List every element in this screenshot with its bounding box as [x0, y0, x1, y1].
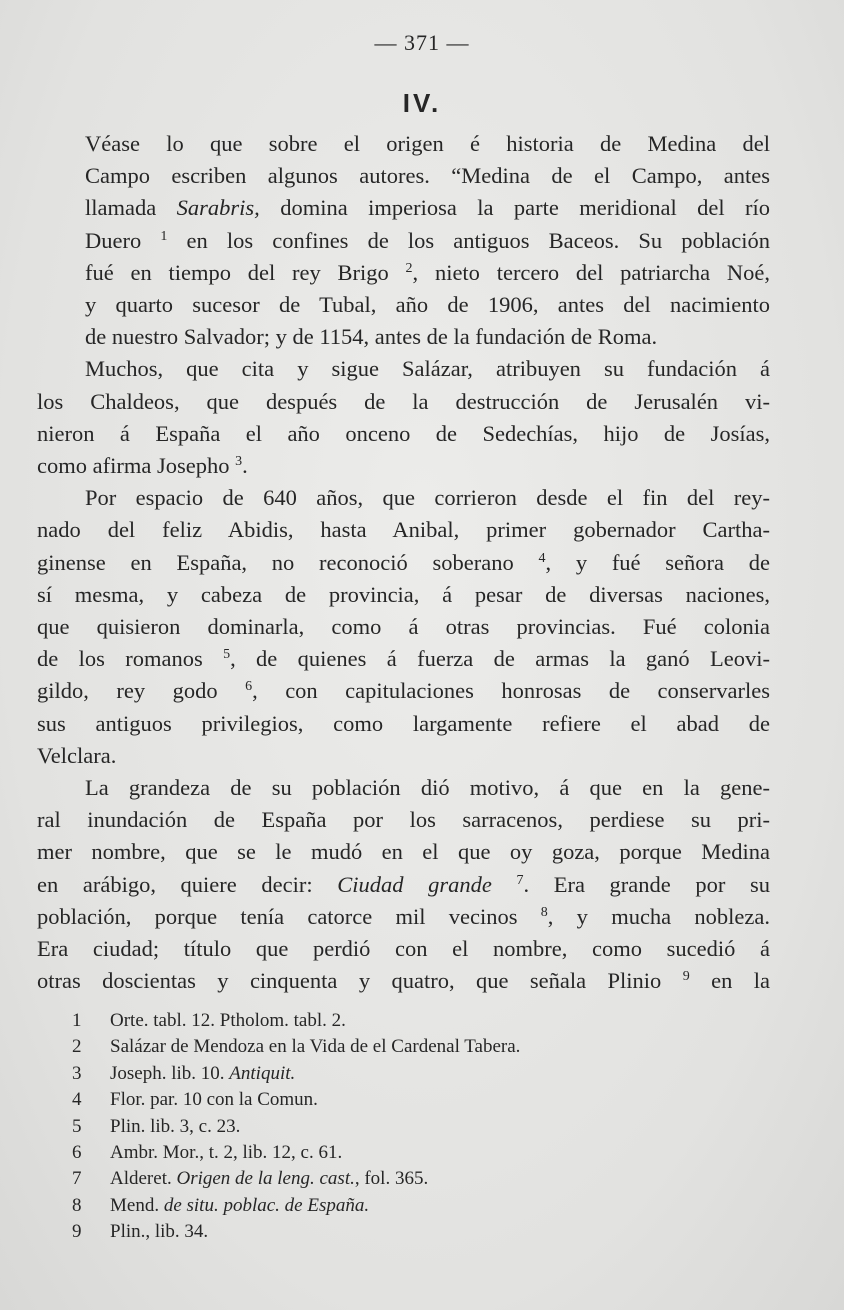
footnote-ref: 2	[405, 260, 413, 276]
footnote-item: 5 Plin. lib. 3, c. 23.	[72, 1115, 241, 1137]
text-line: en arábigo, quiere decir: Ciudad grande $^7$. Era grande por su	[37, 871, 771, 897]
text-line: que quisieron dominarla, como á otras provincias. Fué colonia	[37, 614, 770, 640]
footnote-item: 1 Orte. tabl. 12. Ptholom. tabl. 2.	[72, 1010, 346, 1031]
section-heading: IV.	[402, 88, 442, 118]
text-line: Duero $^1$ en los confines de los antiguos Baceos. Su población	[85, 227, 770, 253]
text-line: otras doscientas y cinquenta y quatro, que señala Plinio $^9$ en la	[37, 968, 770, 994]
text-line: como afirma Josepho $^3$.	[37, 453, 248, 479]
footnote-ref: 5	[223, 647, 231, 663]
paragraph-2	[37, 353, 770, 482]
footnote-ref: 8	[540, 904, 548, 920]
text-line: mer nombre, que se le mudó en el que oy goza, porque Medina	[37, 839, 770, 865]
text-line: gildo, rey godo $^6$, con capitulaciones honrosas de conservarles	[37, 678, 770, 704]
text-line: llamada Sarabris, domina imperiosa la parte meridional del río	[85, 195, 770, 221]
paragraph-4	[37, 772, 770, 997]
footnote-ref: 9	[682, 969, 690, 985]
text-line: y quarto sucesor de Tubal, año de 1906, antes del nacimiento	[85, 292, 770, 318]
footnote-ref: 6	[245, 679, 253, 695]
paragraph-3	[37, 482, 770, 772]
paragraph-1	[37, 128, 770, 353]
text-line: Véase lo que sobre el origen é historia de Medina del	[85, 131, 770, 156]
text-line: Era ciudad; título que perdió con el nombre, como sucedió á	[37, 936, 770, 962]
page-number: — 371 —	[374, 30, 470, 55]
footnote-item: 6 Ambr. Mor., t. 2, lib. 12, c. 61.	[72, 1142, 343, 1164]
footnote-item: 3 Joseph. lib. 10. Antiquit.	[72, 1062, 296, 1084]
text-line: Muchos, que cita y sigue Salázar, atribuyen su fundación á	[85, 356, 770, 382]
footnote-item: 4 Flor. par. 10 con la Comun.	[72, 1089, 318, 1111]
text-line: Por espacio de 640 años, que corrieron desde el fin del rey-	[85, 485, 770, 511]
footnote-ref: 3	[235, 454, 243, 470]
text-line: de nuestro Salvador; y de 1154, antes de la fundación de Roma.	[85, 324, 658, 350]
text-line: sus antiguos privilegios, como largamente refiere el abad de	[37, 710, 770, 736]
text-line: nado del feliz Abidis, hasta Anibal, primer gobernador Cartha-	[37, 517, 770, 543]
footnote-item: 7 Alderet. Origen de la leng. cast., fol. 365.	[72, 1168, 429, 1190]
footnote-item: 9 Plin., lib. 34.	[72, 1221, 209, 1243]
footnote-ref: 1	[160, 228, 168, 244]
text-line: sí mesma, y cabeza de provincia, á pesar de diversas naciones,	[37, 581, 770, 607]
text-line: La grandeza de su población dió motivo, á que en la gene-	[85, 775, 770, 801]
text-line: fué en tiempo del rey Brigo $^2$, nieto tercero del patriarcha Noé,	[85, 259, 770, 285]
text-line: Campo escriben algunos autores. “Medina de el Campo, antes	[85, 163, 770, 189]
footnote-ref: 7	[516, 872, 524, 888]
footnote-item: 8 Mend. de situ. poblac. de España.	[72, 1194, 370, 1216]
footnotes	[72, 1008, 772, 1246]
text-line: ginense en España, no reconoció soberano $^4$, y fué señora de	[37, 549, 770, 575]
text-line: de los romanos $^5$, de quienes á fuerza de armas la ganó Leovi-	[37, 646, 770, 672]
footnote-ref: 4	[538, 550, 546, 566]
text-line: ral inundación de España por los sarracenos, perdiese su pri-	[37, 807, 770, 833]
text-line: población, porque tenía catorce mil vecinos $^8$, y mucha nobleza.	[37, 903, 771, 929]
text-line: los Chaldeos, que después de la destrucción de Jerusalén vi-	[37, 388, 770, 414]
text-line: nieron á España el año onceno de Sedechías, hijo de Josías,	[37, 420, 770, 446]
text-line: Velclara.	[37, 742, 117, 768]
body-text	[37, 128, 770, 997]
footnote-item: 2 Salázar de Mendoza en la Vida de el Cardenal Tabera.	[72, 1036, 521, 1058]
